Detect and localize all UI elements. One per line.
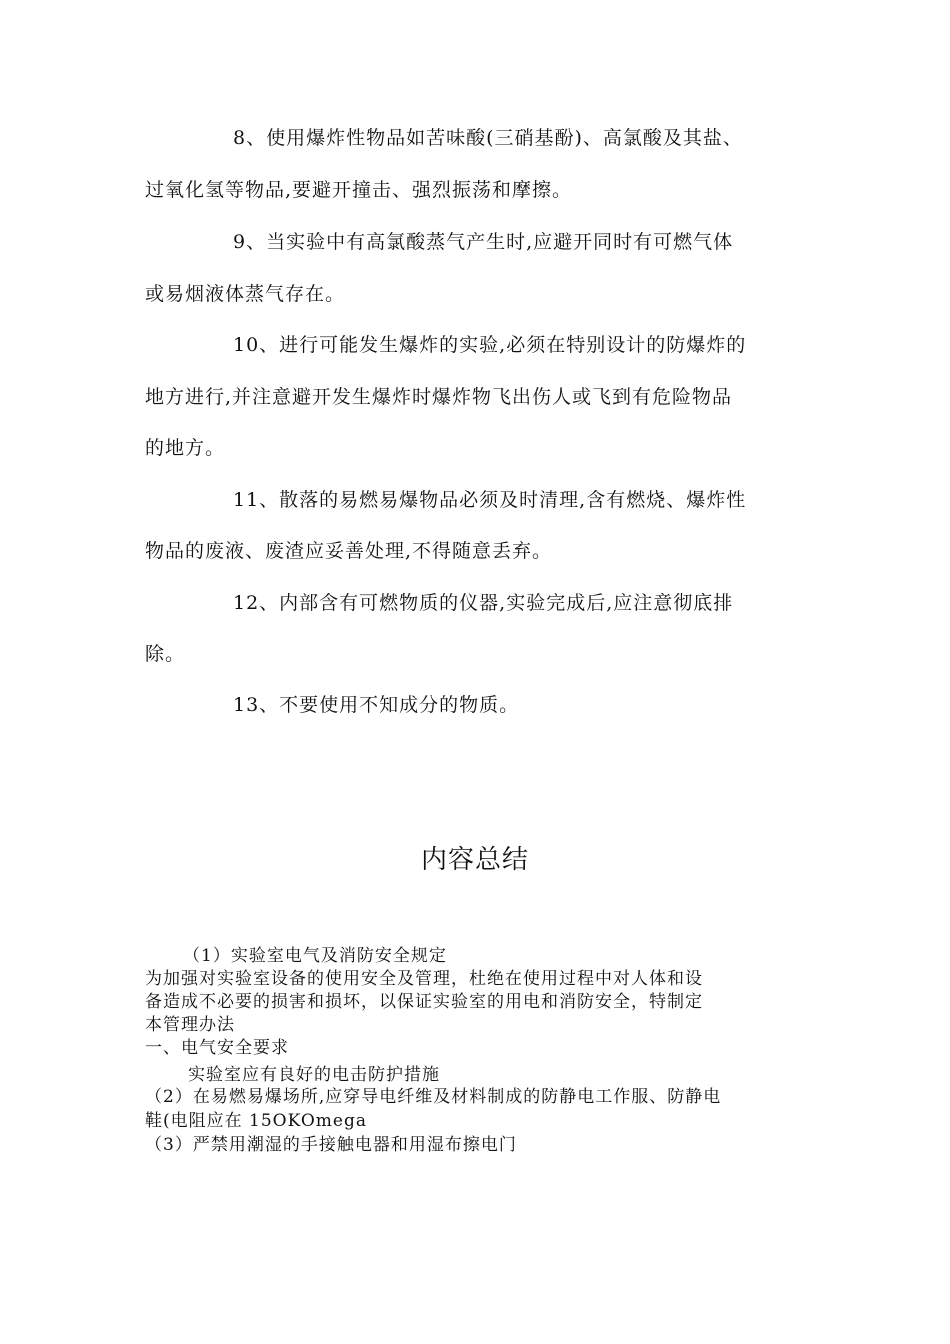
list-item-13: 13、不要使用不知成分的物质。: [233, 694, 520, 716]
list-item-11-line-1: 11、散落的易燃易爆物品必须及时清理,含有燃烧、爆炸性: [233, 489, 747, 511]
summary-paragraph-line-2: 备造成不必要的损害和损坏，以保证实验室的用电和消防安全，特制定: [145, 992, 703, 1012]
summary-subitem: 实验室应有良好的电击防护措施: [188, 1065, 440, 1085]
list-item-12-line-1: 12、内部含有可燃物质的仪器,实验完成后,应注意彻底排: [233, 592, 734, 614]
summary-paragraph-line-1: 为加强对实验室设备的使用安全及管理，杜绝在使用过程中对人体和设: [145, 969, 703, 989]
summary-item-2-line-2: 鞋(电阻应在 15OKOmega: [145, 1111, 367, 1131]
summary-paragraph-line-3: 本管理办法: [145, 1015, 235, 1035]
list-item-9-line-1: 9、当实验中有高氯酸蒸气产生时,应避开同时有可燃气体: [233, 231, 734, 253]
summary-heading-1: （1）实验室电气及消防安全规定: [183, 946, 447, 966]
list-item-8-line-2: 过氧化氢等物品,要避开撞击、强烈振荡和摩擦。: [145, 179, 573, 201]
list-item-9-line-2: 或易烟液体蒸气存在。: [145, 283, 346, 305]
summary-section-1: 一、电气安全要求: [145, 1038, 289, 1058]
summary-title: 内容总结: [420, 845, 529, 875]
list-item-10-line-3: 的地方。: [145, 437, 226, 459]
summary-item-2-line-1: （2）在易燃易爆场所,应穿导电纤维及材料制成的防静电工作服、防静电: [145, 1087, 722, 1107]
list-item-10-line-1: 10、进行可能发生爆炸的实验,必须在特别设计的防爆炸的: [233, 334, 747, 356]
list-item-11-line-2: 物品的废液、废渣应妥善处理,不得随意丢弃。: [145, 540, 553, 562]
list-item-8-line-1: 8、使用爆炸性物品如苦味酸(三硝基酚)、高氯酸及其盐、: [233, 127, 743, 149]
list-item-10-line-2: 地方进行,并注意避开发生爆炸时爆炸物飞出伤人或飞到有危险物品: [145, 386, 733, 408]
list-item-12-line-2: 除。: [145, 643, 186, 665]
summary-item-3: （3）严禁用潮湿的手接触电器和用湿布擦电门: [145, 1135, 517, 1155]
